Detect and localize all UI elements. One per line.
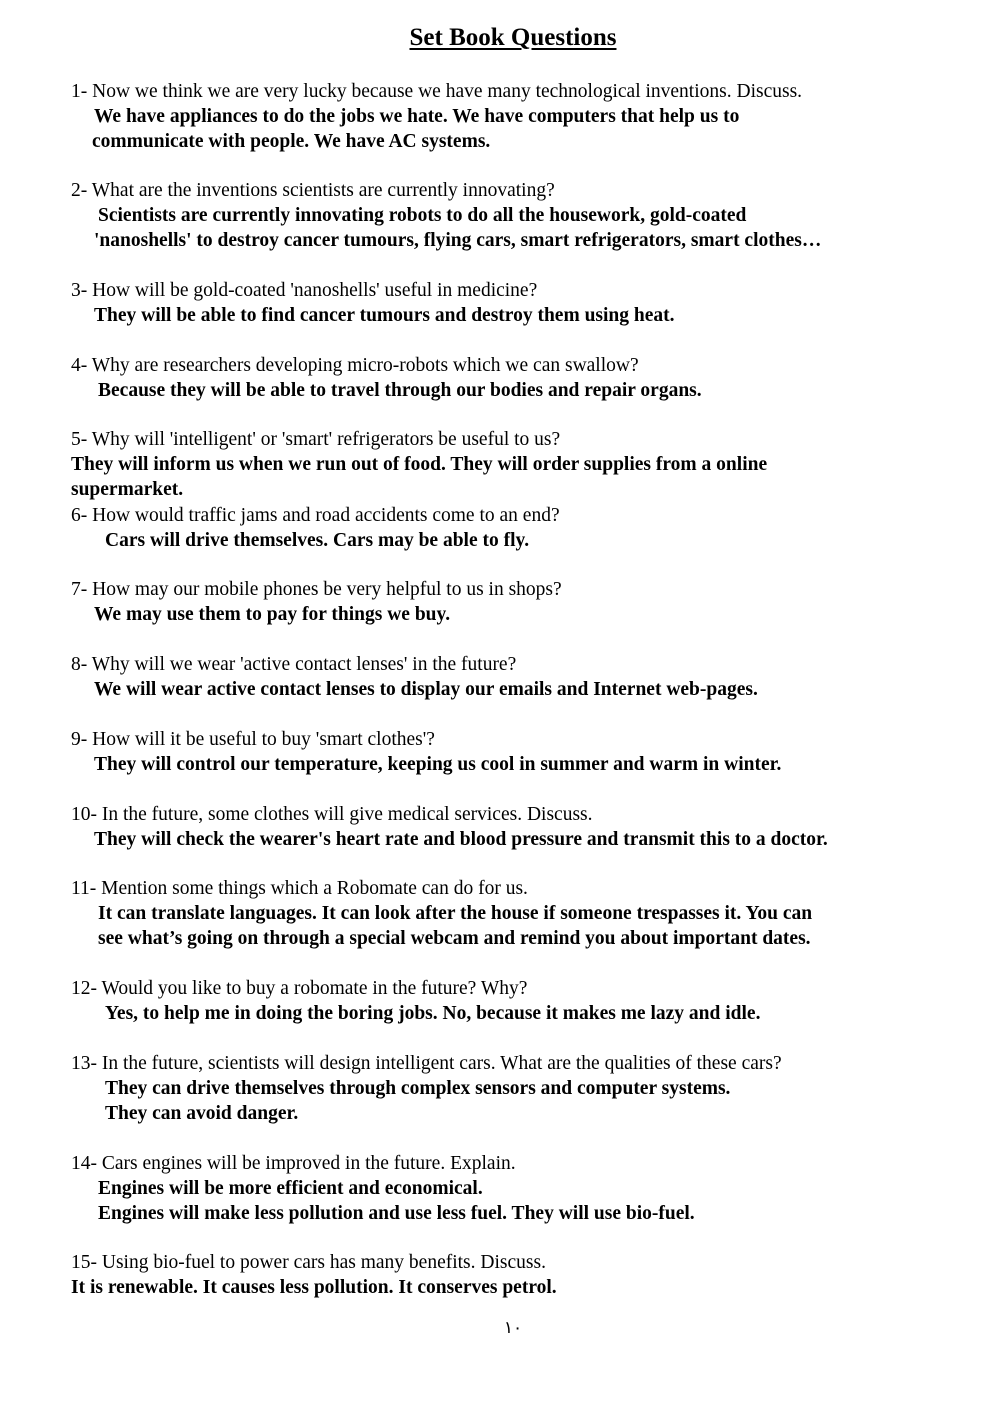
answer-line: We may use them to pay for things we buy. <box>94 604 451 625</box>
question-text: 12- Would you like to buy a robomate in the future? Why? <box>71 978 528 999</box>
question-text: 3- How will be gold-coated 'nanoshells' useful in medicine? <box>71 280 538 301</box>
answer-line: Engines will be more efficient and economical. <box>98 1178 483 1199</box>
answer-line: Engines will make less pollution and use less fuel. They will use bio-fuel. <box>98 1203 695 1224</box>
question-text: 11- Mention some things which a Robomate can do for us. <box>71 878 528 899</box>
question-text: 10- In the future, some clothes will give medical services. Discuss. <box>71 804 593 825</box>
answer-line: communicate with people. We have AC systems. <box>92 131 491 152</box>
answer-line: Scientists are currently innovating robots to do all the housework, gold-coated <box>98 205 747 226</box>
answer-line: Cars will drive themselves. Cars may be able to fly. <box>105 530 530 551</box>
question-text: 13- In the future, scientists will design intelligent cars. What are the qualities of these cars? <box>71 1053 782 1074</box>
question-text: 7- How may our mobile phones be very helpful to us in shops? <box>71 579 562 600</box>
question-item <box>71 1151 951 1226</box>
answer-line: Because they will be able to travel through our bodies and repair organs. <box>98 380 702 401</box>
question-item <box>71 1051 951 1126</box>
question-text: 6- How would traffic jams and road accidents come to an end? <box>71 505 560 526</box>
page-title: Set Book Questions <box>409 24 617 51</box>
question-text: 2- What are the inventions scientists are currently innovating? <box>71 180 555 201</box>
question-item <box>71 503 951 553</box>
question-item <box>71 278 951 328</box>
question-item <box>71 427 951 502</box>
answer-line: 'nanoshells' to destroy cancer tumours, flying cars, smart refrigerators, smart clothes… <box>94 230 822 251</box>
question-item <box>71 79 951 154</box>
question-item <box>71 727 951 777</box>
question-text: 1- Now we think we are very lucky because we have many technological inventions. Discuss. <box>71 81 803 102</box>
question-item <box>71 976 951 1026</box>
answer-line: They can avoid danger. <box>105 1103 299 1124</box>
answer-line: We will wear active contact lenses to display our emails and Internet web-pages. <box>94 679 758 700</box>
question-item <box>71 876 951 951</box>
answer-line: Yes, to help me in doing the boring jobs. No, because it makes me lazy and idle. <box>105 1003 761 1024</box>
question-item <box>71 178 951 253</box>
answer-line: We have appliances to do the jobs we hate. We have computers that help us to <box>94 106 740 127</box>
question-item <box>71 802 951 852</box>
answer-line: It can translate languages. It can look after the house if someone trespasses it. You can <box>98 903 813 924</box>
answer-line: see what’s going on through a special webcam and remind you about important dates. <box>98 928 811 949</box>
question-text: 14- Cars engines will be improved in the future. Explain. <box>71 1153 516 1174</box>
answer-line: They will check the wearer's heart rate and blood pressure and transmit this to a doctor. <box>94 829 828 850</box>
answer-line: supermarket. <box>71 479 184 500</box>
question-item <box>71 1250 951 1300</box>
question-item <box>71 353 951 403</box>
question-text: 15- Using bio-fuel to power cars has many benefits. Discuss. <box>71 1252 546 1273</box>
question-item <box>71 577 951 627</box>
question-text: 8- Why will we wear 'active contact lenses' in the future? <box>71 654 517 675</box>
answer-line: They will inform us when we run out of food. They will order supplies from a online <box>71 454 768 475</box>
answer-line: It is renewable. It causes less pollution. It conserves petrol. <box>71 1277 557 1298</box>
question-text: 5- Why will 'intelligent' or 'smart' refrigerators be useful to us? <box>71 429 561 450</box>
answer-line: They will be able to find cancer tumours and destroy them using heat. <box>94 305 675 326</box>
page-number: ١٠ <box>503 1318 523 1338</box>
question-text: 9- How will it be useful to buy 'smart clothes'? <box>71 729 435 750</box>
question-item <box>71 652 951 702</box>
answer-line: They can drive themselves through complex sensors and computer systems. <box>105 1078 731 1099</box>
question-text: 4- Why are researchers developing micro-robots which we can swallow? <box>71 355 639 376</box>
answer-line: They will control our temperature, keeping us cool in summer and warm in winter. <box>94 754 782 775</box>
